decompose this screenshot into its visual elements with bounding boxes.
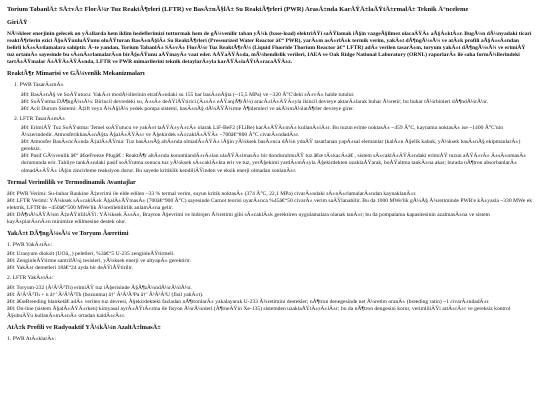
list-item-pwr-design xyxy=(14,82,533,112)
bullet: â€¢ Pasif GÃ¼venlik â€“ â€œFreeze Plugâ€ : ReaktÃ¶r altÄ±nda konumlandÄ±rÄ±lan ulaÅŸÄ±lmasÄ± bir dondurulmuÅŸ tuz â€œ tÄ±kacÄ±â€ , sistem sÄ±caklÄ±ÄŸÄ±ndaki erimiÅŸ tuzun aÅŸÄ±rÄ± Ä±sÄ±nmasÄ± durumunda erir. Tahliye tankÄ±ndaki pasif soÄŸutma sonucu tuz yÃ¼ksek sÄ±caklÄ±kta erir ve tuz, yerÃ§ekimi yardÄ±mÄ±yla Ã§ekirdekten uzaklaÅŸarak, boÅŸaltma tankÄ±na akar; burada nÃ¶tron absorbanlarÄ± olmadÄ±ÄŸÄ± iÃ§in zincirleme reaksiyon durur. Bu sayede kritiklik kendiliÄŸinden ve eksik enerji olmadan sonlanÄ±r. xyxy=(21,153,527,174)
bullet: â€¢ ZenginleÅŸtirme santrifÃ¼j tesisleri, yÃ¼ksek enerji ve altyapÄ± gerektirir. xyxy=(7,258,191,265)
list-item-title: 1. PWR YakÄ±tÄ±: xyxy=(7,242,52,249)
bullet: â€¢ SoÄŸutma DÃ¶ngÃ¼sÃ¼: Birincil devredeki su, Ä±sÄ± deÄŸiÅŸtirici (Ä±sÄ± eÅŸanjÃ¶rÃ¼) aracÄ±lÄ±ÄŸÄ±yla ikincil devreye aktarÄ±larak buhar Ã¼retir; bu buhar tÃ¼rbinleri dÃ¶ndÃ¼rÃ¼r. xyxy=(21,98,489,105)
section-heading-fuel-cycle: YakÄ±t DÃ¶ngÃ¼sÃ¼ ve Toryum Ãœretimi xyxy=(7,230,129,238)
bullet: â€¢ Uranyum dioksit (UOâ‚‚) peletleri, %3â€“5 U-235 zenginleÅŸtirmeli. xyxy=(7,251,175,258)
bullet: â€¢ Acil Durum Sistemi: Ã‡ift veya Ã¼Ã§lÃ¼ yedek pompa sistemi, basÄ±nÃ§ dÃ¼ÅŸÃ¼rme Ã¶nlemleri ve akÃ¼mÃ¼latÃ¶rler devreye girer. xyxy=(21,105,355,112)
architecture-list xyxy=(7,82,533,174)
bullet: â€¢ YakÄ±t demetleri 18â€“24 ayda bir deÄŸiÅŸtirilir. xyxy=(7,265,134,272)
bullet: â€¢ PWR Verimi: Su-buhar Rankine Ã‡evrimi ile elde edilen ~33 % termal verim, suyun kritik noktasÄ± (374 Â°C, 22,1 MPa) civarÄ±ndaki sÄ±nÄ±rlamalarÄ±ndan kaynaklanÄ±r. xyxy=(7,190,417,197)
bullet: â€¢ â€œBreeding blanketâ€ adÄ± verilen tuz devresi, Ã§ekirdekteki fazladan nÃ¶tronlarÄ± yakalayarak U-233 Ã¼retimini destekler; nÃ¶tron denegesinde net Ã¼retim oranÄ± (breeding ratio) ~1 civarÄ±ndadÄ±r. xyxy=(7,298,490,305)
bullet: â€¢ DÃ¶nÃ¼ÅŸÃ¼m Ã‡eÅŸitliliÄŸi: YÃ¼ksek Ä±sÄ±, Brayton Ã§evrimi ve hidrojen Ã¼retimi gibi sÄ±caklÄ±k gerektiren uygulamalara olanak tanÄ±r; bu da pompalama kapasitesinin azalmasÄ±na ve sistem kayÄ±plarÄ±nÄ±n minimize edilmesine destek olur. xyxy=(7,211,490,225)
section-heading-thermal: Termal Verimlilik ve Termodinamik Avantajlar xyxy=(7,178,136,186)
intro-heading: GiriÅŸ xyxy=(7,19,28,26)
bullet: â€¢ Atmosfer BasÄ±ncÄ±nda Ã‡alÄ±ÅŸma: Tuz basÄ±nÃ§ altÄ±nda olmadÄ±ÄŸÄ± iÃ§in yÃ¼ksek basÄ±nca dÃ¼n ydaÅŸ tasarlanan yapÄ±sal elemanlar (kalÄ±n Ã§elik kabuk, yÃ¼ksek basÄ±nÃ§ ekipmanlarÄ±) gereksiz. xyxy=(21,139,521,153)
intro-paragraph: NÃ¼kleer enerjinin gelecek on yÄ±llarda hem iklim hedeflerimizi tutturmak hem de gÃ¼venilir taban yÃ¼k (base-load) elektriÄŸi saÄŸlamak iÃ§in vazgeÃ§ilmez olacaÄŸÄ± aÃ§Ä±ktÄ±r. BugÃ¼n dÃ¼nyadaki ticari reaktÃ¶rlerin ezici Ã§oÄŸunluÄŸunu oluÅŸturan BasÄ±nÃ§lÄ± Su ReaktÃ¶rleri (Pressurized Water Reactor â€“ PWR), yarÄ±m asÄ±rlÄ±k termik verim, yakÄ±t dÃ¶ngÃ¼sÃ¼ ve atÄ±k profili aÃ§Ä±sÄ±ndan belirli kÄ±sÄ±tlamalara sahiptir. Ã–te yandan, Torium TabanlÄ± SÄ±vÄ± FlorÃ¼r Tuz ReaktÃ¶rÃ¼ (Liquid Fluoride Thorium Reactor â€“ LFTR) adÄ± verilen tasarÄ±m, toryum yakÄ±t dÃ¶ngÃ¼sÃ¼ ve erimiÅŸ tuz ortamÄ± sayesinde bu sÄ±nÄ±rlamalarÄ±n birÃ§oÄŸunu aÅŸmayÄ± vaat eder. AÅŸaÄŸÄ±da, mÃ¼hendislik verileri, IAEA ve Oak Ridge National Laboratory (ORNL) raporlarÄ± ile saha formÃ¼llerindeki tartÄ±ÅŸmalar Ä±ÅŸÄ±ÄŸÄ±nda, LFTR ve PWR mimarilerini teknik detaylarÄ±yla karÅŸÄ±laÅŸtÄ±racaÄŸÄ±z. xyxy=(7,31,532,66)
list-item-title: 2. LFTR TasarÄ±mÄ± xyxy=(14,115,66,122)
bullet: â€¢ Â²Â³Â²Th + n â†’ Â²Â³Â³Th (bozunma) â†’ Â²Â³Â³Pa â†’ Â²Â³Â³U (fisil yakÄ±t). xyxy=(7,291,204,298)
bullet: â€¢ ErimiÅŸ Tuz SoÄŸutma: Temel soÄŸutucu ve yakÄ±t taÅŸÄ±yÄ±cÄ± olarak LiF-BeF2 (FLiBe) karÄ±ÅŸÄ±mÄ± kullanÄ±lÄ±r. Bu tuzun erime noktasÄ± ~459 Â°C, kaynama noktasÄ± ise ~1400 Â°C'nin Ã¼zerindedir. AtmosferikbasÄ±nÃ§ta Ã§alÄ±ÅŸÄ±r ve Ã§ekirdek sÄ±caklÄ±ÄŸÄ± ~700â€“800 Â°C civarÄ±ndadÄ±r. xyxy=(21,124,503,139)
bullet: â€¢ LFTR Verimi: YÃ¼ksek sÄ±caklÄ±k Ã§alÄ±ÅŸmasÄ± (700â€“900 Â°C) sayesinde Carnot teorisi uyarÄ±nca %45â€“50 civarÄ± verim saÄŸlanabilir. Bu da 1000 MWe'lik gÃ¼Ã§ Ã¼retiminde PWR'e kÄ±yasla ~330 MWe ek elektrik, LFTR'de ~450â€“500 MWe'lik Ã¼retilebilirlik anlamÄ±na gelir. xyxy=(7,197,532,211)
bullet: â€¢ On-line (sistem Ã§alÄ±ÅŸÄ±rken) kimyasal ayrÄ±ÅŸtÄ±rma ile fisyon Ã¼rÃ¼nleri (Ã¶rneÄŸin Xe-135) sistemden uzaklaÅŸtÄ±rÄ±lÄ±r; bu da nÃ¶tron dengesini korur, verimliliÄŸi artÄ±rÄ±r ve gereksiz kontrol Ã§ubuÄŸu kullanÄ±mÄ±nÄ± ortadan kaldÄ±rÄ±r. xyxy=(7,305,511,319)
list-item-lftr-design xyxy=(14,116,533,175)
list-item-lftr-fuel xyxy=(7,275,533,320)
section-heading-architecture: ReaktÃ¶r Mimarisi ve GÃ¼venlik Mekanizmaları xyxy=(7,70,145,78)
bullet: â€¢ BasÄ±nÃ§ ve SoÄŸutucu: YakÄ±t modÃ¼llerinin etrafÄ±ndaki su 155 bar basÄ±nÃ§ta (~15,5 MPa) ve ~320 Â°C'deki sÄ±vÄ± halde tutulur. xyxy=(21,91,355,98)
document-title: Torium TabanlÄ± SÄ±vÄ± FlorÃ¼r Tuz ReaktÃ¶rleri (LFTR) ve BasÄ±nÃ§lÄ± Su ReaktÃ¶rleri (PWR) ArasÄ±nda KarÅŸÄ±laÅŸtÄ±rmalÄ± Teknik Ä°nceleme xyxy=(7,6,469,13)
thermal-bullets xyxy=(7,191,533,226)
list-item-title: 1. PWR AtÄ±klarÄ±: xyxy=(7,336,56,342)
bullet: â€¢ Toryum-232 (Â²Â³Â²Th) erimiÅŸ tuz iÃ§erisinde Ã§Ã¶zÃ¼ndÃ¼rÃ¼lÃ¼r. xyxy=(7,284,192,291)
list-item-pwr-fuel xyxy=(7,242,533,272)
section-heading-waste: AtÄ±k Profili ve Radyoaktif YÃ¼kÃ¼n AzaltÄ±lmasÄ± xyxy=(7,324,161,331)
list-item-title: 1. PWR TasarÄ±mÄ± xyxy=(14,82,64,89)
list-item-title: 2. LFTR YakÄ±tÄ±: xyxy=(7,275,54,282)
